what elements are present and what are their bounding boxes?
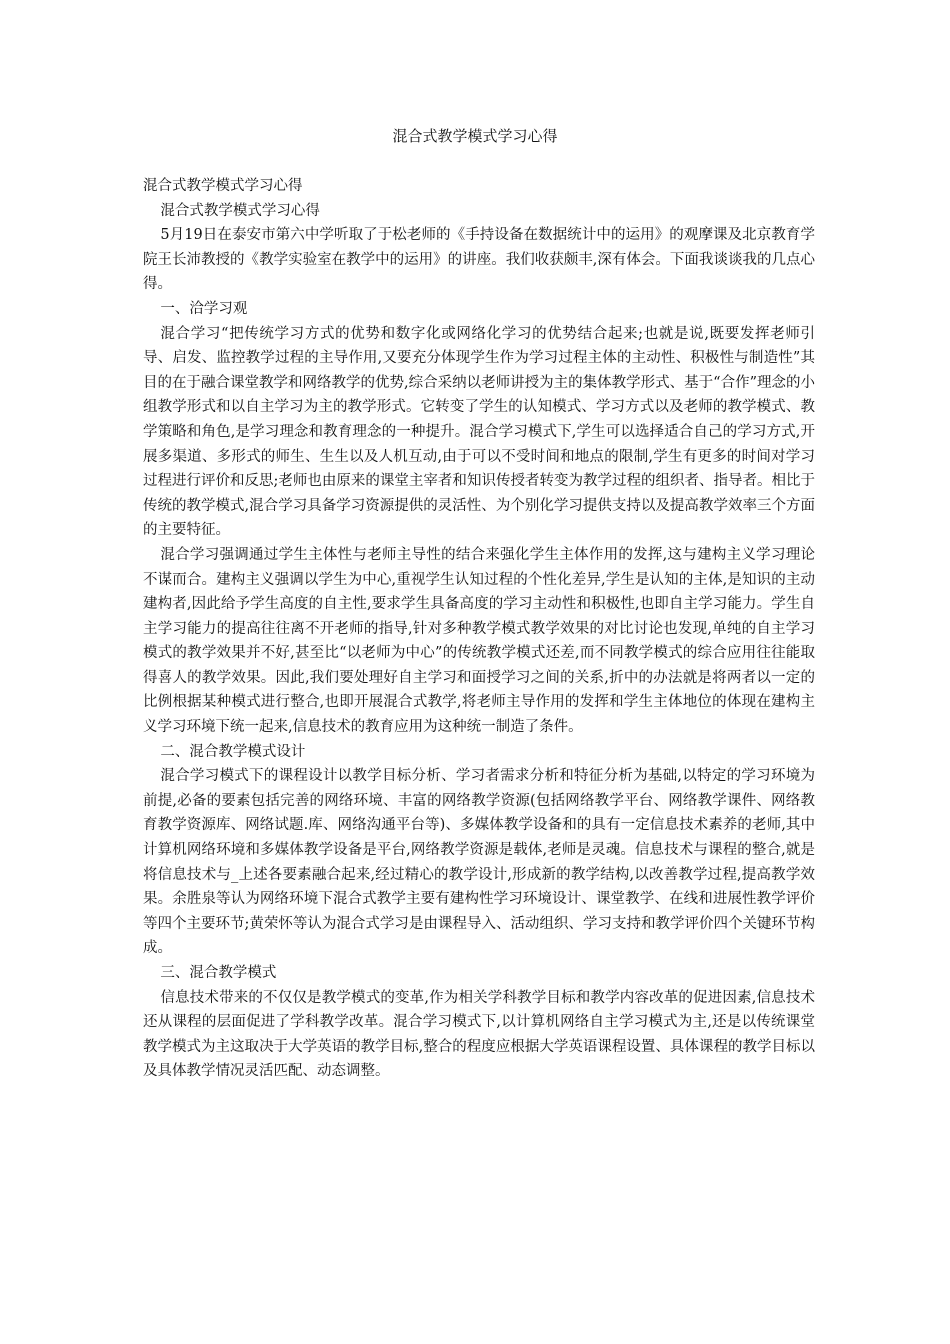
document-body [143,174,815,1084]
paragraph: 一、洽学习观 [160,300,248,317]
paragraph: 混合学习模式下的课程设计以教学目标分析、学习者需求分析和特征分析为基础,以特定的学习环境为前提,必备的要素包括完善的网络环境、丰富的网络教学资源(包括网络教学平台、网络教学课件、网络教育教学资源库、网络试题.库、网络沟通平台等)、多媒体教学设备和的具有一定信息技术素养的老师,其中计算机网络环境和多媒体教学设备是平台,网络教学资源是载体,老师是灵魂。信息技术与课程的整合,就是将信息技术与_上述各要素融合起来,经过精心的教学设计,形成新的教学结构,以改善教学过程,提高教学效果。余胜泉等认为网络环境下混合式教学主要有建构性学习环境设计、课堂教学、在线和进展性教学评价等四个主要环节;黄荣怀等认为混合式学习是由课程导入、活动组织、学习支持和教学评价四个关键环节构成。 [143,768,815,957]
paragraph: 三、混合教学模式 [160,965,277,981]
paragraph: 二、混合教学模式设计 [160,743,306,760]
paragraph: 信息技术带来的不仅仅是教学模式的变革,作为相关学科教学目标和教学内容改革的促进因素,信息技术还从课程的层面促进了学科教学改革。混合学习模式下,以计算机网络自主学习模式为主,还是以传统课堂教学模式为主这取决于大学英语的教学目标,整合的程度应根据大学英语课程设置、具体课程的教学目标以及具体教学情况灵活匹配、动态调整。 [143,989,815,1080]
paragraph: 混合学习“把传统学习方式的优势和数字化或网络化学习的优势结合起来;也就是说,既要发挥老师引导、启发、监控教学过程的主导作用,又要充分体现学生作为学习过程主体的主动性、积极性与制造性”其目的在于融合课堂教学和网络教学的优势,综合采纳以老师讲授为主的集体教学形式、基于“合作”理念的小组教学形式和以自主学习为主的教学形式。它转变了学生的认知模式、学习方式以及老师的教学模式、教学策略和角色,是学习理念和教育理念的一种提升。混合学习模式下,学生可以选择适合自己的学习方式,开展多渠道、多形式的师生、生生以及人机互动,由于可以不受时间和地点的限制,学生有更多的时间对学习过程进行评价和反思;老师也由原来的课堂主宰者和知识传授者转变为教学过程的组织者、指导者。相比于传统的教学模式,混合学习具备学习资源提供的灵活性、为个别化学习提供支持以及提高教学效率三个方面的主要特征。 [143,325,815,539]
paragraph: 混合学习强调通过学生主体性与老师主导性的结合来强化学生主体作用的发挥,这与建构主义学习理论不谋而合。建构主义强调以学生为中心,重视学生认知过程的个性化差异,学生是认知的主体,是知识的主动建构者,因此给予学生高度的自主性,要求学生具备高度的学习主动性和积极性,也即自主学习能力。学生自主学习能力的提高往往离不开老师的指导,针对多种教学模式教学效果的对比讨论也发现,单纯的自主学习模式的教学效果并不好,甚至比“以老师为中心”的传统教学模式还差,而不同教学模式的综合应用往往能取得喜人的教学效果。因此,我们要处理好自主学习和面授学习之间的关系,折中的办法就是将两者以一定的比例根据某种模式进行整合,也即开展混合式教学,将老师主导作用的发挥和学生主体地位的体现在建构主义学习环境下统一起来,信息技术的教育应用为这种统一制造了条件。 [143,546,815,736]
paragraph: 混合式教学模式学习心得 [160,202,320,219]
document-title: 混合式教学模式学习心得 [392,127,558,145]
paragraph: 5月19日在泰安市第六中学听取了于松老师的《手持设备在数据统计中的运用》的观摩课及北京教育学院王长沛教授的《教学实验室在教学中的运用》的讲座。我们收获颇丰,深有体会。下面我谈谈我的几点心得。 [143,227,815,293]
paragraph: 混合式教学模式学习心得 [143,178,303,194]
